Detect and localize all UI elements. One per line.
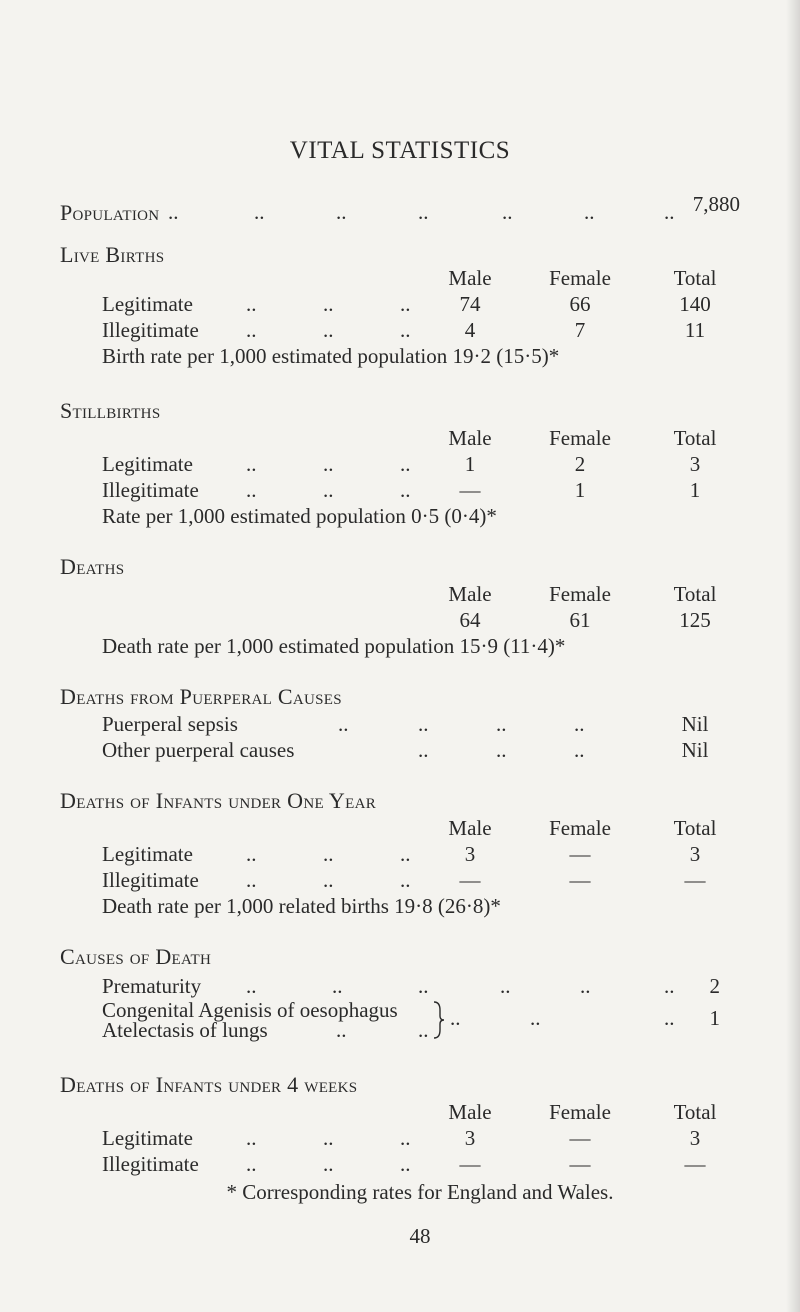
leader-dots: ..: [323, 842, 334, 866]
row-label: Illegitimate: [102, 478, 199, 502]
cell-male: 64: [459, 608, 481, 632]
leader-dots: ..: [332, 974, 343, 998]
leader-dots: ..: [418, 712, 429, 736]
section-heading: Causes of Death: [60, 944, 212, 969]
leader-dots: ..: [323, 478, 334, 502]
cell-total: —: [684, 868, 706, 892]
cell-male: —: [459, 478, 481, 502]
leader-dots: ..: [338, 712, 349, 736]
page-title: VITAL STATISTICS: [289, 137, 511, 164]
cell-female: 7: [574, 318, 586, 342]
col-header-female: Female: [549, 266, 611, 290]
col-header-female: Female: [549, 816, 611, 840]
population-label: Population: [60, 200, 160, 225]
leader-dots: ..: [323, 452, 334, 476]
cell-total: 11: [684, 318, 706, 342]
leader-dots: ..: [168, 200, 179, 224]
cell-female: 2: [574, 452, 586, 476]
col-header-female: Female: [549, 426, 611, 450]
leader-dots: ..: [418, 1018, 429, 1042]
col-header-total: Total: [673, 816, 717, 840]
row-label: Illegitimate: [102, 868, 199, 892]
col-header-male: Male: [448, 1100, 492, 1124]
leader-dots: ..: [246, 974, 257, 998]
cell-male: 1: [464, 452, 476, 476]
cell-value: Nil: [681, 738, 709, 762]
cell-male: 4: [464, 318, 476, 342]
leader-dots: ..: [246, 842, 257, 866]
page-edge-shadow: [786, 0, 800, 1312]
cell-male: 3: [464, 842, 476, 866]
leader-dots: ..: [574, 712, 585, 736]
leader-dots: ..: [246, 292, 257, 316]
cell-total: 3: [689, 842, 701, 866]
row-label: Legitimate: [102, 292, 193, 316]
leader-dots: ..: [574, 738, 585, 762]
rate-line: Rate per 1,000 estimated population 0·5 (0·4)*: [102, 504, 497, 528]
cell-total: —: [684, 1152, 706, 1176]
col-header-total: Total: [673, 266, 717, 290]
leader-dots: ..: [450, 1006, 461, 1030]
footnote: * Corresponding rates for England and Wales.: [226, 1180, 614, 1204]
leader-dots: ..: [496, 738, 507, 762]
leader-dots: ..: [530, 1006, 541, 1030]
rate-line: Death rate per 1,000 related births 19·8 (26·8)*: [102, 894, 501, 918]
leader-dots: ..: [400, 318, 411, 342]
leader-dots: ..: [400, 1152, 411, 1176]
leader-dots: ..: [246, 868, 257, 892]
row-label: Legitimate: [102, 842, 193, 866]
section-heading: Deaths from Puerperal Causes: [60, 684, 342, 709]
leader-dots: ..: [500, 974, 511, 998]
col-header-total: Total: [673, 582, 717, 606]
leader-dots: ..: [400, 1126, 411, 1150]
row-label: Illegitimate: [102, 1152, 199, 1176]
leader-dots: ..: [664, 974, 675, 998]
col-header-male: Male: [448, 816, 492, 840]
leader-dots: ..: [584, 200, 595, 224]
cell-total: 140: [679, 292, 711, 316]
rate-line: Birth rate per 1,000 estimated population 19·2 (15·5)*: [102, 344, 560, 368]
section-heading: Deaths: [60, 554, 125, 579]
section-heading: Deaths of Infants under One Year: [60, 788, 377, 813]
row-label: Congenital Agenisis of oesophagus: [102, 998, 398, 1022]
leader-dots: ..: [400, 868, 411, 892]
leader-dots: ..: [254, 200, 265, 224]
cell-value: 2: [709, 974, 720, 998]
leader-dots: ..: [246, 318, 257, 342]
leader-dots: ..: [400, 842, 411, 866]
cell-total: 3: [689, 452, 701, 476]
rate-line: Death rate per 1,000 estimated population 15·9 (11·4)*: [102, 634, 566, 658]
col-header-total: Total: [673, 426, 717, 450]
cell-value: Nil: [681, 712, 709, 736]
leader-dots: ..: [418, 200, 429, 224]
leader-dots: ..: [664, 1006, 675, 1030]
leader-dots: ..: [400, 478, 411, 502]
cell-female: 61: [569, 608, 591, 632]
leader-dots: ..: [246, 478, 257, 502]
row-label: Prematurity: [102, 974, 202, 998]
row-label: Other puerperal causes: [102, 738, 295, 762]
leader-dots: ..: [323, 292, 334, 316]
leader-dots: ..: [323, 318, 334, 342]
leader-dots: ..: [336, 1018, 347, 1042]
leader-dots: ..: [418, 738, 429, 762]
col-header-male: Male: [448, 426, 492, 450]
col-header-total: Total: [673, 1100, 717, 1124]
leader-dots: ..: [323, 868, 334, 892]
leader-dots: ..: [502, 200, 513, 224]
cell-male: —: [459, 868, 481, 892]
leader-dots: ..: [246, 1152, 257, 1176]
col-header-male: Male: [448, 582, 492, 606]
leader-dots: ..: [400, 452, 411, 476]
right-brace-icon: [432, 1000, 446, 1040]
col-header-male: Male: [448, 266, 492, 290]
cell-female: —: [569, 842, 591, 866]
col-header-female: Female: [549, 1100, 611, 1124]
page-number: 48: [409, 1224, 431, 1248]
cell-female: 66: [569, 292, 591, 316]
leader-dots: ..: [496, 712, 507, 736]
cell-total: 125: [679, 608, 711, 632]
row-label: Legitimate: [102, 1126, 193, 1150]
cell-value: 1: [709, 1006, 720, 1030]
cell-male: —: [459, 1152, 481, 1176]
col-header-female: Female: [549, 582, 611, 606]
row-label: Legitimate: [102, 452, 193, 476]
cell-female: —: [569, 1152, 591, 1176]
cell-female: —: [569, 1126, 591, 1150]
population-value: 7,880: [692, 192, 740, 216]
cell-female: —: [569, 868, 591, 892]
cell-total: 3: [689, 1126, 701, 1150]
leader-dots: ..: [580, 974, 591, 998]
cell-total: 1: [689, 478, 701, 502]
cell-male: 74: [459, 292, 481, 316]
leader-dots: ..: [246, 1126, 257, 1150]
section-heading: Live Births: [60, 242, 165, 267]
leader-dots: ..: [323, 1152, 334, 1176]
leader-dots: ..: [336, 200, 347, 224]
row-label: Puerperal sepsis: [102, 712, 238, 736]
leader-dots: ..: [400, 292, 411, 316]
cell-female: 1: [574, 478, 586, 502]
leader-dots: ..: [246, 452, 257, 476]
section-heading: Deaths of Infants under 4 weeks: [60, 1072, 358, 1097]
row-label: Atelectasis of lungs: [102, 1018, 268, 1042]
cell-male: 3: [464, 1126, 476, 1150]
section-heading: Stillbirths: [60, 398, 161, 423]
row-label: Illegitimate: [102, 318, 199, 342]
leader-dots: ..: [664, 200, 675, 224]
leader-dots: ..: [418, 974, 429, 998]
leader-dots: ..: [323, 1126, 334, 1150]
